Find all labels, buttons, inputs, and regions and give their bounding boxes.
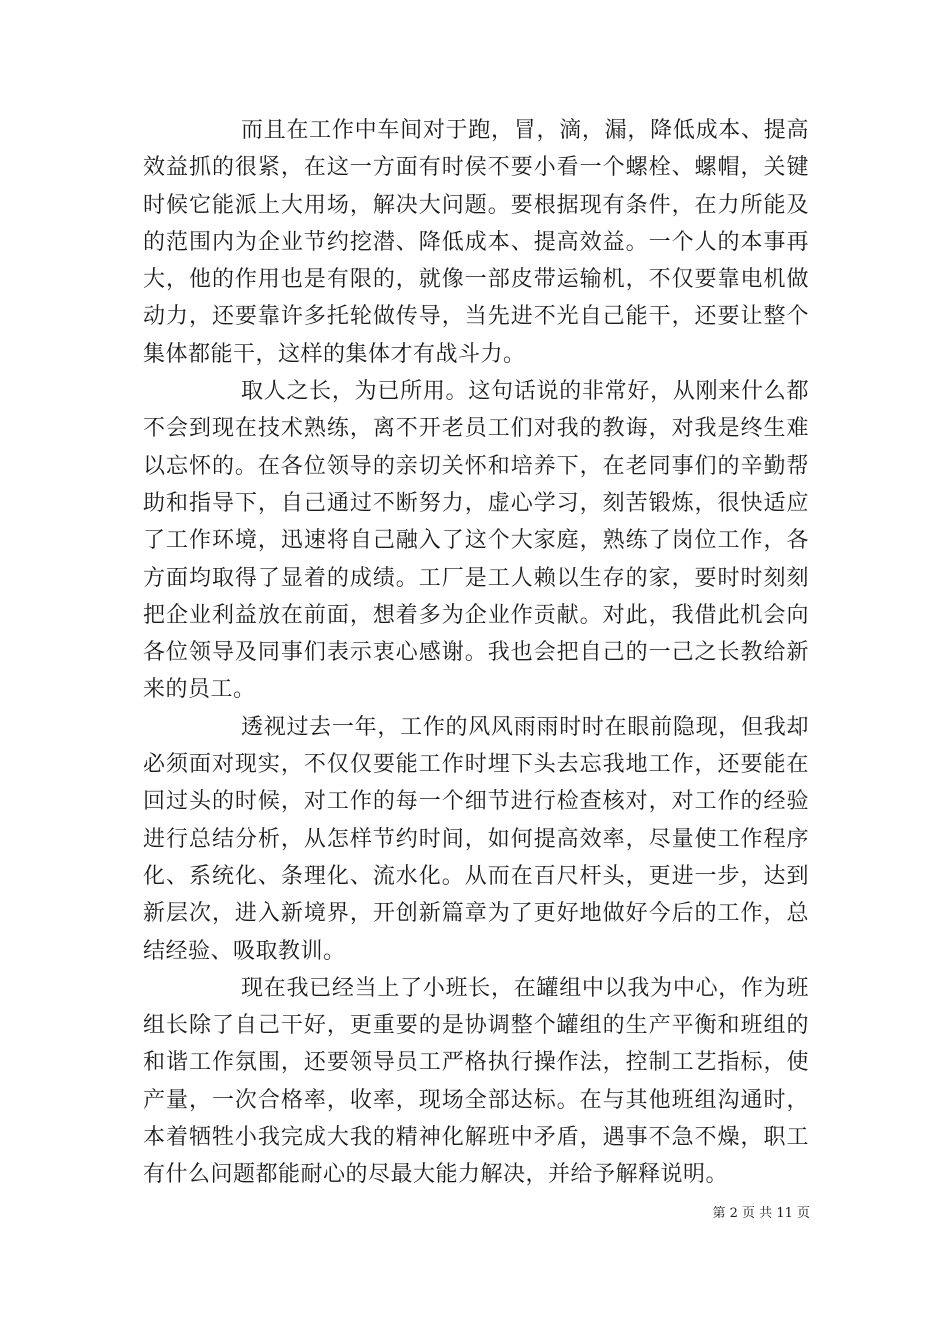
paragraph-3: 透视过去一年，工作的风风雨雨时时在眼前隐现，但我却必须面对现实，不仅仅要能工作时埋下头去忘我地工作，还要能在回过头的时候，对工作的每一个细节进行检查核对，对工作的经验进行总结分析，从怎样节约时间，如何提高效率，尽量使工作程序化、系统化、条理化、流水化。从而在百尺杆头，更进一步，达到新层次，进入新境界，开创新篇章为了更好地做好今后的工作，总结经验、吸取教训。 bbox=[143, 714, 809, 964]
paragraph-4: 现在我已经当上了小班长，在罐组中以我为中心，作为班组长除了自己干好，更重要的是协调整个罐组的生产平衡和班组的和谐工作氛围，还要领导员工严格执行操作法，控制工艺指标，使产量，一次合格率，收率，现场全部达标。在与其他班组沟通时，本着牺牲小我完成大我的精神化解班中矛盾，遇事不急不燥，职工有什么问题都能耐心的尽最大能力解决，并给予解释说明。 bbox=[143, 975, 809, 1188]
document-body bbox=[143, 112, 809, 1194]
paragraph-1: 而且在工作中车间对于跑，冒，滴，漏，降低成本、提高效益抓的很紧，在这一方面有时侯不要小看一个螺栓、螺帽，关键时候它能派上大用场，解决大问题。要根据现有条件，在力所能及的范围内为企业节约挖潜、降低成本、提高效益。一个人的本事再大，他的作用也是有限的，就像一部皮带运输机，不仅要靠电机做动力，还要靠许多托轮做传导，当先进不光自己能干，还要让整个集体都能干，这样的集体才有战斗力。 bbox=[143, 118, 809, 367]
page-number-footer: 第 2 页 共 11 页 bbox=[712, 1206, 810, 1221]
paragraph-2: 取人之长，为已所用。这句话说的非常好，从刚来什么都不会到现在技术熟练，离不开老员工们对我的教诲，对我是终生难以忘怀的。在各位领导的亲切关怀和培养下，在老同事们的辛勤帮助和指导下，自己通过不断努力，虚心学习，刻苦锻炼，很快适应了工作环境，迅速将自己融入了这个大家庭，熟练了岗位工作，各方面均取得了显着的成绩。工厂是工人赖以生存的家，要时时刻刻把企业利益放在前面，想着多为企业作贡献。对此，我借此机会向各位领导及同事们表示衷心感谢。我也会把自己的一己之长教给新来的员工。 bbox=[143, 379, 809, 703]
